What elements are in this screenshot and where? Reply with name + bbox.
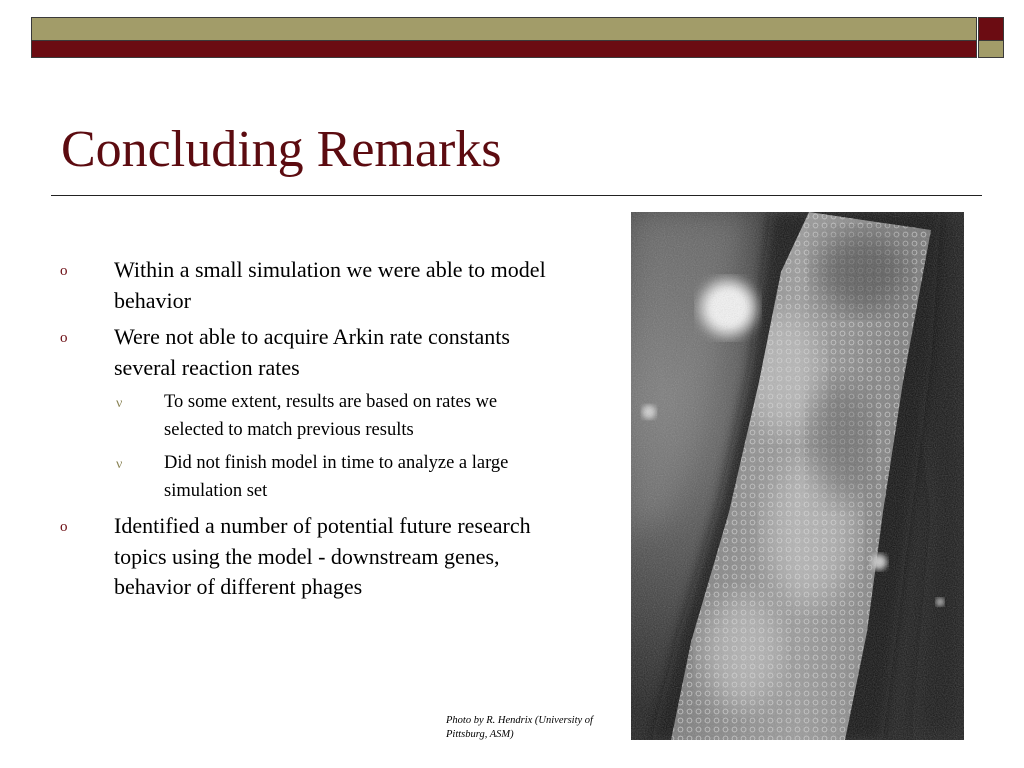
bullet-marker: o: [60, 519, 68, 535]
bullet-list: [60, 255, 560, 609]
bullet-text: Were not able to acquire Arkin rate constants several reaction rates: [114, 324, 510, 380]
sub-bullet-text: Did not finish model in time to analyze a large simulation set: [164, 453, 509, 501]
bullet-marker: o: [60, 263, 68, 279]
micrograph-photo: [631, 212, 964, 740]
header-corner-maroon: [978, 17, 1004, 41]
header-band-maroon: [31, 41, 977, 58]
sub-bullet-marker: ν: [116, 457, 123, 472]
title-divider: [51, 195, 982, 196]
sub-bullet-item: [116, 450, 560, 505]
header-corner-olive: [978, 41, 1004, 58]
sub-bullet-item: [116, 389, 560, 444]
sub-bullet-text: To some extent, results are based on rates we selected to match previous results: [164, 392, 498, 440]
bullet-text: Identified a number of potential future research topics using the model - downstream genes, behavior of different phages: [114, 513, 531, 599]
sub-bullet-marker: ν: [116, 396, 123, 411]
photo-credit: Photo by R. Hendrix (University of Pittsburg, ASM): [446, 715, 593, 740]
header-band-olive: [31, 17, 977, 41]
bullet-item: [60, 255, 560, 316]
bullet-item: [60, 322, 560, 383]
bullet-item: [60, 511, 560, 603]
slide-title: Concluding Remarks: [61, 121, 502, 178]
bullet-text: Within a small simulation we were able to model behavior: [114, 257, 546, 313]
bullet-marker: o: [60, 330, 68, 346]
